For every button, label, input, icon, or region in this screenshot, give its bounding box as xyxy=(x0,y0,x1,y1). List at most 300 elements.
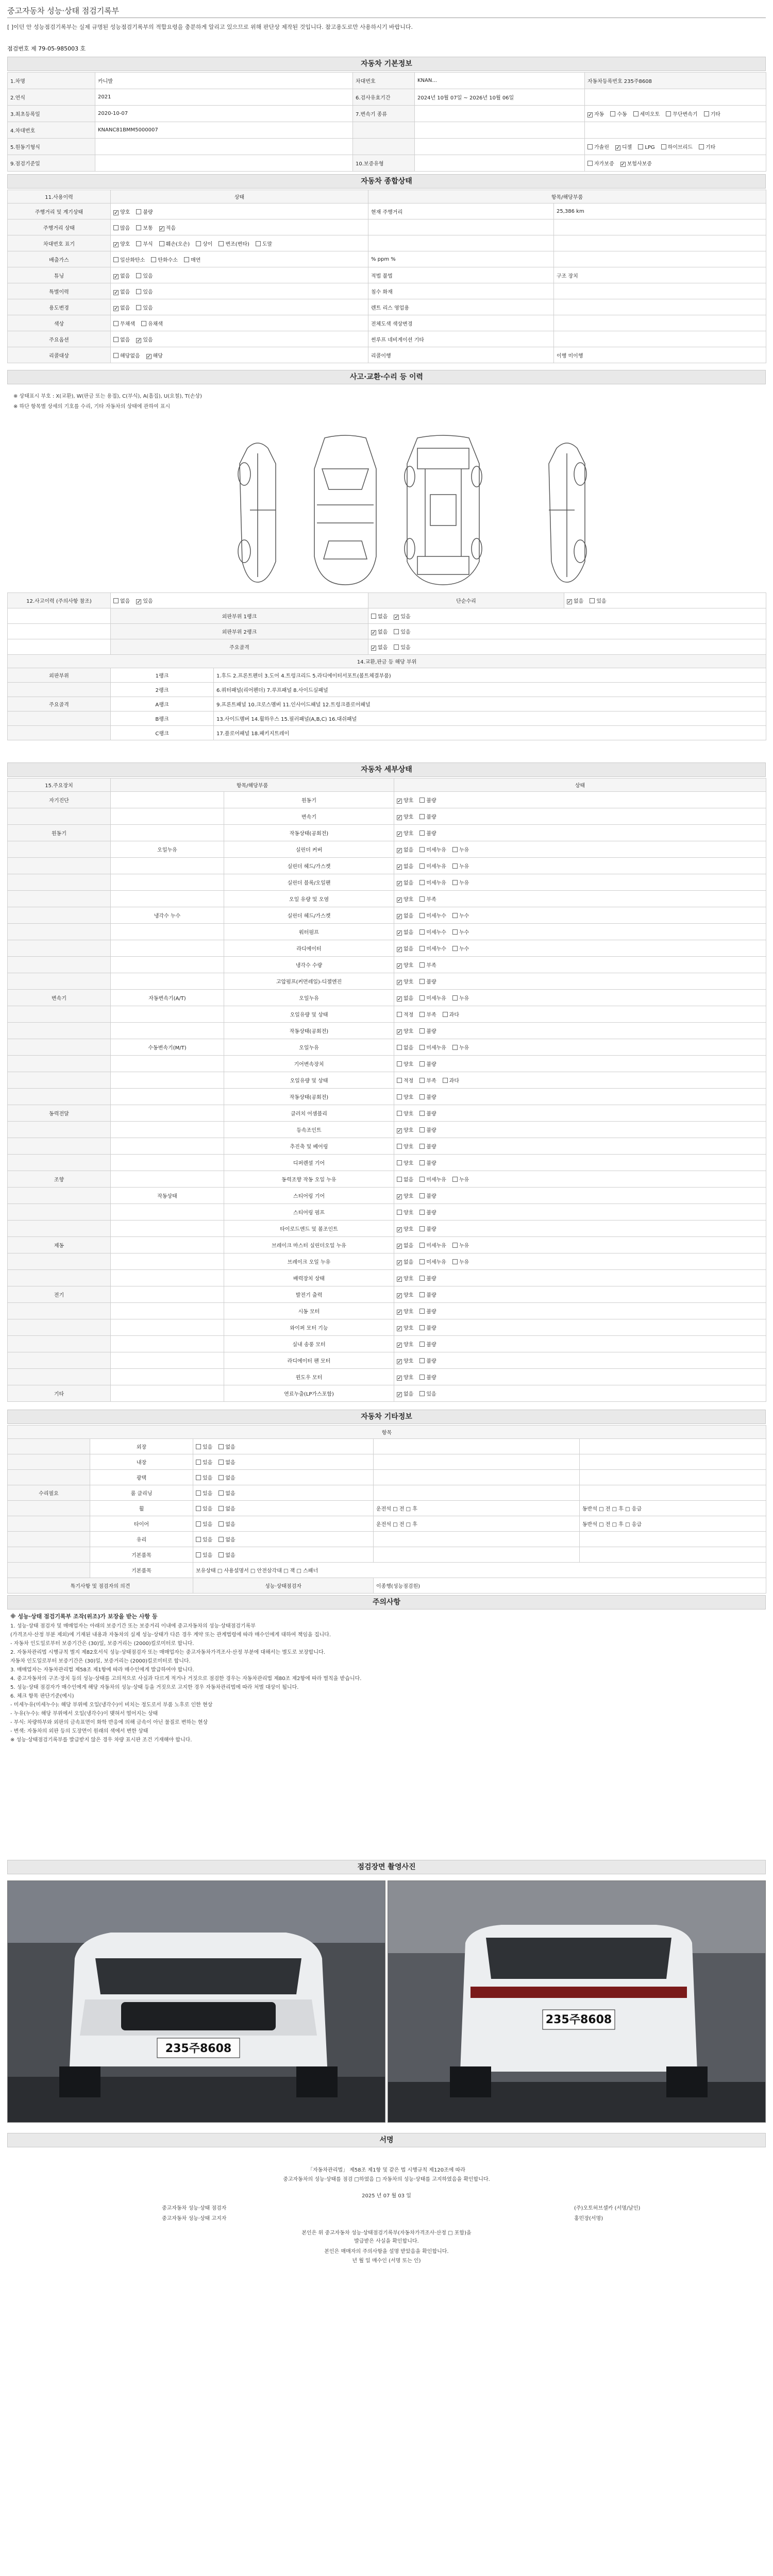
checkbox-icon[interactable] xyxy=(397,1244,402,1249)
checkbox-icon[interactable] xyxy=(146,354,152,359)
checkbox-icon[interactable] xyxy=(567,599,572,604)
checkbox-option[interactable] xyxy=(219,1535,235,1543)
checkbox-option[interactable] xyxy=(587,110,604,117)
checkbox-option[interactable] xyxy=(146,351,163,359)
checkbox-icon[interactable] xyxy=(397,1012,402,1017)
checkbox-option[interactable] xyxy=(196,1458,212,1466)
checkbox-icon[interactable] xyxy=(419,863,425,869)
checkbox-icon[interactable] xyxy=(452,946,458,951)
checkbox-option[interactable] xyxy=(397,1192,413,1199)
checkbox-option[interactable] xyxy=(196,1551,212,1558)
checkbox-option[interactable] xyxy=(419,944,446,952)
checkbox-icon[interactable] xyxy=(113,274,119,279)
checkbox-icon[interactable] xyxy=(443,1012,448,1017)
checkbox-icon[interactable] xyxy=(136,289,141,294)
checkbox-option[interactable] xyxy=(113,303,130,311)
checkbox-icon[interactable] xyxy=(419,1160,425,1165)
checkbox-icon[interactable] xyxy=(397,881,402,886)
checkbox-icon[interactable] xyxy=(394,645,399,650)
checkbox-icon[interactable] xyxy=(136,241,141,246)
checkbox-icon[interactable] xyxy=(397,1045,402,1050)
checkbox-option[interactable] xyxy=(394,628,410,635)
checkbox-option[interactable] xyxy=(196,1473,212,1481)
checkbox-icon[interactable] xyxy=(196,1537,201,1542)
checkbox-icon[interactable] xyxy=(397,799,402,804)
checkbox-icon[interactable] xyxy=(419,1078,425,1083)
checkbox-icon[interactable] xyxy=(397,1343,402,1348)
checkbox-icon[interactable] xyxy=(219,1506,224,1511)
checkbox-icon[interactable] xyxy=(419,995,425,1001)
checkbox-option[interactable] xyxy=(397,1291,413,1298)
checkbox-option[interactable] xyxy=(371,643,388,651)
checkbox-icon[interactable] xyxy=(397,1359,402,1364)
checkbox-icon[interactable] xyxy=(419,1226,425,1231)
checkbox-icon[interactable] xyxy=(196,1490,201,1496)
checkbox-icon[interactable] xyxy=(661,144,666,149)
checkbox-option[interactable] xyxy=(397,878,413,886)
checkbox-option[interactable] xyxy=(419,1324,436,1331)
checkbox-option[interactable] xyxy=(136,240,153,247)
checkbox-icon[interactable] xyxy=(419,880,425,885)
checkbox-icon[interactable] xyxy=(419,1094,425,1099)
checkbox-option[interactable] xyxy=(419,829,436,837)
checkbox-icon[interactable] xyxy=(394,615,399,620)
checkbox-option[interactable] xyxy=(419,1373,436,1381)
checkbox-option[interactable] xyxy=(113,335,130,343)
checkbox-option[interactable] xyxy=(419,928,446,936)
checkbox-option[interactable] xyxy=(219,1458,235,1466)
checkbox-option[interactable] xyxy=(397,862,413,870)
checkbox-option[interactable] xyxy=(419,812,436,820)
checkbox-icon[interactable] xyxy=(136,338,141,343)
checkbox-icon[interactable] xyxy=(615,145,620,150)
checkbox-icon[interactable] xyxy=(136,225,141,230)
checkbox-icon[interactable] xyxy=(419,1259,425,1264)
checkbox-option[interactable] xyxy=(397,1241,413,1249)
checkbox-option[interactable] xyxy=(219,240,249,247)
checkbox-option[interactable] xyxy=(141,319,163,327)
checkbox-option[interactable] xyxy=(419,796,436,804)
checkbox-icon[interactable] xyxy=(397,1128,402,1133)
checkbox-icon[interactable] xyxy=(151,257,156,262)
checkbox-icon[interactable] xyxy=(219,1521,224,1527)
checkbox-icon[interactable] xyxy=(184,257,189,262)
checkbox-option[interactable] xyxy=(371,612,388,620)
checkbox-option[interactable] xyxy=(419,878,446,886)
checkbox-option[interactable] xyxy=(615,143,632,150)
checkbox-icon[interactable] xyxy=(113,337,119,342)
checkbox-icon[interactable] xyxy=(419,831,425,836)
checkbox-option[interactable] xyxy=(113,597,130,604)
checkbox-option[interactable] xyxy=(196,1535,212,1543)
checkbox-icon[interactable] xyxy=(587,161,593,166)
checkbox-icon[interactable] xyxy=(196,1460,201,1465)
checkbox-option[interactable] xyxy=(219,1489,235,1497)
checkbox-icon[interactable] xyxy=(419,1045,425,1050)
checkbox-option[interactable] xyxy=(397,944,413,952)
checkbox-option[interactable] xyxy=(419,895,436,903)
checkbox-icon[interactable] xyxy=(219,1490,224,1496)
checkbox-icon[interactable] xyxy=(419,1243,425,1248)
checkbox-option[interactable] xyxy=(397,911,413,919)
checkbox-icon[interactable] xyxy=(397,947,402,952)
checkbox-option[interactable] xyxy=(419,862,446,870)
checkbox-icon[interactable] xyxy=(397,1376,402,1381)
checkbox-option[interactable] xyxy=(452,1258,469,1265)
checkbox-icon[interactable] xyxy=(397,1326,402,1331)
checkbox-icon[interactable] xyxy=(113,225,119,230)
checkbox-option[interactable] xyxy=(219,1443,235,1450)
checkbox-option[interactable] xyxy=(397,1126,413,1133)
checkbox-icon[interactable] xyxy=(419,1309,425,1314)
checkbox-icon[interactable] xyxy=(419,1358,425,1363)
checkbox-icon[interactable] xyxy=(113,290,119,295)
checkbox-icon[interactable] xyxy=(219,241,224,246)
checkbox-option[interactable] xyxy=(196,1504,212,1512)
checkbox-option[interactable] xyxy=(666,110,697,117)
checkbox-icon[interactable] xyxy=(113,598,119,603)
checkbox-option[interactable] xyxy=(452,862,469,870)
checkbox-option[interactable] xyxy=(452,944,469,952)
checkbox-icon[interactable] xyxy=(136,599,141,604)
checkbox-option[interactable] xyxy=(661,143,693,150)
checkbox-option[interactable] xyxy=(397,1340,413,1348)
checkbox-icon[interactable] xyxy=(452,1177,458,1182)
checkbox-icon[interactable] xyxy=(113,242,119,247)
checkbox-option[interactable] xyxy=(159,224,176,231)
checkbox-option[interactable] xyxy=(419,1175,446,1183)
checkbox-option[interactable] xyxy=(397,1258,413,1265)
checkbox-icon[interactable] xyxy=(419,814,425,819)
checkbox-icon[interactable] xyxy=(452,880,458,885)
checkbox-option[interactable] xyxy=(136,224,153,231)
checkbox-icon[interactable] xyxy=(419,1028,425,1033)
checkbox-option[interactable] xyxy=(397,1389,413,1397)
checkbox-icon[interactable] xyxy=(397,914,402,919)
checkbox-option[interactable] xyxy=(159,240,190,247)
checkbox-option[interactable] xyxy=(113,224,130,231)
checkbox-option[interactable] xyxy=(419,1159,436,1166)
checkbox-option[interactable] xyxy=(452,1175,469,1183)
checkbox-icon[interactable] xyxy=(620,162,626,167)
checkbox-option[interactable] xyxy=(136,287,153,295)
checkbox-icon[interactable] xyxy=(397,1029,402,1035)
checkbox-option[interactable] xyxy=(419,1192,436,1199)
checkbox-icon[interactable] xyxy=(397,1144,402,1149)
checkbox-icon[interactable] xyxy=(397,1277,402,1282)
checkbox-option[interactable] xyxy=(113,256,145,263)
checkbox-option[interactable] xyxy=(419,1076,436,1084)
checkbox-option[interactable] xyxy=(397,1076,413,1084)
checkbox-option[interactable] xyxy=(397,796,413,804)
checkbox-icon[interactable] xyxy=(113,321,119,326)
checkbox-option[interactable] xyxy=(419,1291,436,1298)
checkbox-icon[interactable] xyxy=(113,210,119,215)
checkbox-option[interactable] xyxy=(590,597,606,604)
checkbox-icon[interactable] xyxy=(397,815,402,820)
checkbox-icon[interactable] xyxy=(113,257,119,262)
checkbox-icon[interactable] xyxy=(136,273,141,278)
checkbox-option[interactable] xyxy=(196,240,212,247)
checkbox-option[interactable] xyxy=(620,159,652,167)
checkbox-icon[interactable] xyxy=(610,111,615,116)
checkbox-icon[interactable] xyxy=(452,1259,458,1264)
checkbox-option[interactable] xyxy=(397,895,413,903)
checkbox-option[interactable] xyxy=(419,1340,436,1348)
checkbox-icon[interactable] xyxy=(196,241,201,246)
checkbox-option[interactable] xyxy=(371,628,388,635)
checkbox-option[interactable] xyxy=(397,1357,413,1364)
checkbox-icon[interactable] xyxy=(419,1276,425,1281)
checkbox-icon[interactable] xyxy=(219,1552,224,1557)
checkbox-option[interactable] xyxy=(419,1142,436,1150)
checkbox-option[interactable] xyxy=(452,928,469,936)
checkbox-icon[interactable] xyxy=(419,1292,425,1297)
checkbox-icon[interactable] xyxy=(371,614,376,619)
checkbox-option[interactable] xyxy=(419,845,446,853)
checkbox-icon[interactable] xyxy=(397,1194,402,1199)
checkbox-icon[interactable] xyxy=(699,144,704,149)
checkbox-option[interactable] xyxy=(397,1225,413,1232)
checkbox-option[interactable] xyxy=(452,845,469,853)
checkbox-option[interactable] xyxy=(397,1027,413,1035)
checkbox-option[interactable] xyxy=(136,335,153,343)
checkbox-option[interactable] xyxy=(397,1373,413,1381)
checkbox-icon[interactable] xyxy=(397,1227,402,1232)
checkbox-option[interactable] xyxy=(567,597,583,604)
checkbox-option[interactable] xyxy=(394,612,410,620)
checkbox-icon[interactable] xyxy=(196,1506,201,1511)
checkbox-icon[interactable] xyxy=(397,980,402,985)
checkbox-option[interactable] xyxy=(587,143,609,150)
checkbox-icon[interactable] xyxy=(704,111,709,116)
checkbox-option[interactable] xyxy=(397,1043,413,1051)
checkbox-icon[interactable] xyxy=(371,630,376,635)
checkbox-icon[interactable] xyxy=(136,305,141,310)
checkbox-icon[interactable] xyxy=(443,1078,448,1083)
checkbox-icon[interactable] xyxy=(397,1260,402,1265)
checkbox-option[interactable] xyxy=(419,1126,436,1133)
checkbox-icon[interactable] xyxy=(452,913,458,918)
checkbox-option[interactable] xyxy=(113,208,130,215)
checkbox-option[interactable] xyxy=(419,1241,446,1249)
checkbox-icon[interactable] xyxy=(419,1325,425,1330)
checkbox-icon[interactable] xyxy=(419,1177,425,1182)
checkbox-option[interactable] xyxy=(397,1109,413,1117)
checkbox-option[interactable] xyxy=(136,303,153,311)
checkbox-icon[interactable] xyxy=(419,929,425,935)
checkbox-icon[interactable] xyxy=(397,996,402,1002)
checkbox-option[interactable] xyxy=(151,256,178,263)
checkbox-icon[interactable] xyxy=(633,111,638,116)
checkbox-icon[interactable] xyxy=(587,112,593,117)
checkbox-icon[interactable] xyxy=(452,863,458,869)
checkbox-option[interactable] xyxy=(256,240,272,247)
checkbox-option[interactable] xyxy=(419,1060,436,1067)
checkbox-icon[interactable] xyxy=(397,848,402,853)
checkbox-icon[interactable] xyxy=(397,930,402,936)
checkbox-option[interactable] xyxy=(452,1043,469,1051)
checkbox-icon[interactable] xyxy=(419,847,425,852)
checkbox-icon[interactable] xyxy=(397,897,402,903)
checkbox-option[interactable] xyxy=(184,256,200,263)
checkbox-icon[interactable] xyxy=(419,1375,425,1380)
checkbox-option[interactable] xyxy=(419,1010,436,1018)
checkbox-option[interactable] xyxy=(419,1093,436,1100)
checkbox-option[interactable] xyxy=(452,994,469,1002)
checkbox-option[interactable] xyxy=(397,1060,413,1067)
checkbox-icon[interactable] xyxy=(397,1111,402,1116)
checkbox-option[interactable] xyxy=(113,287,130,295)
checkbox-icon[interactable] xyxy=(397,1210,402,1215)
checkbox-option[interactable] xyxy=(136,597,153,604)
checkbox-option[interactable] xyxy=(397,1324,413,1331)
checkbox-option[interactable] xyxy=(397,1093,413,1100)
checkbox-icon[interactable] xyxy=(219,1537,224,1542)
checkbox-option[interactable] xyxy=(419,1274,436,1282)
checkbox-icon[interactable] xyxy=(219,1475,224,1480)
checkbox-option[interactable] xyxy=(419,1109,436,1117)
checkbox-option[interactable] xyxy=(587,159,614,167)
checkbox-option[interactable] xyxy=(419,911,446,919)
checkbox-icon[interactable] xyxy=(397,1293,402,1298)
checkbox-icon[interactable] xyxy=(419,962,425,968)
checkbox-icon[interactable] xyxy=(141,321,146,326)
checkbox-icon[interactable] xyxy=(397,1078,402,1083)
checkbox-option[interactable] xyxy=(419,1208,436,1216)
checkbox-option[interactable] xyxy=(397,845,413,853)
checkbox-icon[interactable] xyxy=(256,241,261,246)
checkbox-option[interactable] xyxy=(113,351,140,359)
checkbox-icon[interactable] xyxy=(219,1460,224,1465)
checkbox-icon[interactable] xyxy=(419,1342,425,1347)
checkbox-icon[interactable] xyxy=(452,847,458,852)
checkbox-option[interactable] xyxy=(397,829,413,837)
checkbox-option[interactable] xyxy=(397,928,413,936)
checkbox-icon[interactable] xyxy=(419,1061,425,1066)
checkbox-icon[interactable] xyxy=(419,896,425,902)
checkbox-icon[interactable] xyxy=(159,226,164,231)
checkbox-icon[interactable] xyxy=(452,1045,458,1050)
checkbox-option[interactable] xyxy=(699,143,715,150)
checkbox-option[interactable] xyxy=(219,1473,235,1481)
checkbox-option[interactable] xyxy=(397,961,413,969)
checkbox-option[interactable] xyxy=(419,977,436,985)
checkbox-icon[interactable] xyxy=(452,929,458,935)
checkbox-option[interactable] xyxy=(397,994,413,1002)
checkbox-option[interactable] xyxy=(452,1241,469,1249)
checkbox-option[interactable] xyxy=(443,1010,459,1018)
checkbox-option[interactable] xyxy=(219,1520,235,1528)
checkbox-icon[interactable] xyxy=(419,946,425,951)
checkbox-icon[interactable] xyxy=(397,1160,402,1165)
checkbox-option[interactable] xyxy=(452,878,469,886)
checkbox-icon[interactable] xyxy=(419,1111,425,1116)
checkbox-icon[interactable] xyxy=(419,798,425,803)
checkbox-icon[interactable] xyxy=(452,995,458,1001)
checkbox-icon[interactable] xyxy=(397,1177,402,1182)
checkbox-icon[interactable] xyxy=(397,832,402,837)
checkbox-icon[interactable] xyxy=(136,209,141,214)
checkbox-icon[interactable] xyxy=(219,1444,224,1449)
checkbox-icon[interactable] xyxy=(419,979,425,984)
checkbox-icon[interactable] xyxy=(452,1243,458,1248)
checkbox-option[interactable] xyxy=(113,240,130,247)
checkbox-icon[interactable] xyxy=(394,629,399,634)
checkbox-option[interactable] xyxy=(219,1504,235,1512)
checkbox-option[interactable] xyxy=(196,1520,212,1528)
checkbox-icon[interactable] xyxy=(397,1061,402,1066)
checkbox-icon[interactable] xyxy=(397,1094,402,1099)
checkbox-icon[interactable] xyxy=(196,1475,201,1480)
checkbox-icon[interactable] xyxy=(419,1144,425,1149)
checkbox-option[interactable] xyxy=(113,272,130,279)
checkbox-icon[interactable] xyxy=(666,111,671,116)
checkbox-option[interactable] xyxy=(196,1489,212,1497)
checkbox-option[interactable] xyxy=(397,1010,413,1018)
checkbox-option[interactable] xyxy=(419,1389,436,1397)
checkbox-option[interactable] xyxy=(397,1159,413,1166)
checkbox-option[interactable] xyxy=(113,319,135,327)
checkbox-icon[interactable] xyxy=(419,1210,425,1215)
checkbox-icon[interactable] xyxy=(397,865,402,870)
checkbox-option[interactable] xyxy=(219,1551,235,1558)
checkbox-icon[interactable] xyxy=(419,1012,425,1017)
checkbox-icon[interactable] xyxy=(397,1392,402,1397)
checkbox-option[interactable] xyxy=(397,977,413,985)
checkbox-option[interactable] xyxy=(419,1357,436,1364)
checkbox-option[interactable] xyxy=(419,1307,436,1315)
checkbox-icon[interactable] xyxy=(638,144,643,149)
checkbox-icon[interactable] xyxy=(397,1310,402,1315)
checkbox-option[interactable] xyxy=(610,110,627,117)
checkbox-icon[interactable] xyxy=(196,1521,201,1527)
checkbox-option[interactable] xyxy=(419,1027,436,1035)
checkbox-option[interactable] xyxy=(397,1208,413,1216)
checkbox-icon[interactable] xyxy=(113,306,119,311)
checkbox-icon[interactable] xyxy=(196,1552,201,1557)
checkbox-icon[interactable] xyxy=(590,598,595,603)
checkbox-option[interactable] xyxy=(419,1043,446,1051)
checkbox-option[interactable] xyxy=(704,110,720,117)
checkbox-option[interactable] xyxy=(397,812,413,820)
checkbox-option[interactable] xyxy=(196,1443,212,1450)
checkbox-icon[interactable] xyxy=(196,1444,201,1449)
checkbox-option[interactable] xyxy=(394,643,410,651)
checkbox-option[interactable] xyxy=(443,1076,459,1084)
checkbox-option[interactable] xyxy=(397,1142,413,1150)
checkbox-option[interactable] xyxy=(419,1258,446,1265)
checkbox-option[interactable] xyxy=(419,994,446,1002)
checkbox-option[interactable] xyxy=(397,1274,413,1282)
checkbox-option[interactable] xyxy=(633,110,660,117)
checkbox-icon[interactable] xyxy=(587,144,593,149)
checkbox-option[interactable] xyxy=(419,961,436,969)
checkbox-option[interactable] xyxy=(397,1307,413,1315)
checkbox-option[interactable] xyxy=(397,1175,413,1183)
checkbox-icon[interactable] xyxy=(113,353,119,358)
checkbox-icon[interactable] xyxy=(159,241,164,246)
checkbox-option[interactable] xyxy=(419,1225,436,1232)
checkbox-option[interactable] xyxy=(136,272,153,279)
checkbox-icon[interactable] xyxy=(419,913,425,918)
checkbox-icon[interactable] xyxy=(371,646,376,651)
checkbox-option[interactable] xyxy=(136,208,153,215)
checkbox-icon[interactable] xyxy=(397,963,402,969)
checkbox-icon[interactable] xyxy=(419,1391,425,1396)
checkbox-option[interactable] xyxy=(638,144,654,150)
checkbox-icon[interactable] xyxy=(419,1127,425,1132)
